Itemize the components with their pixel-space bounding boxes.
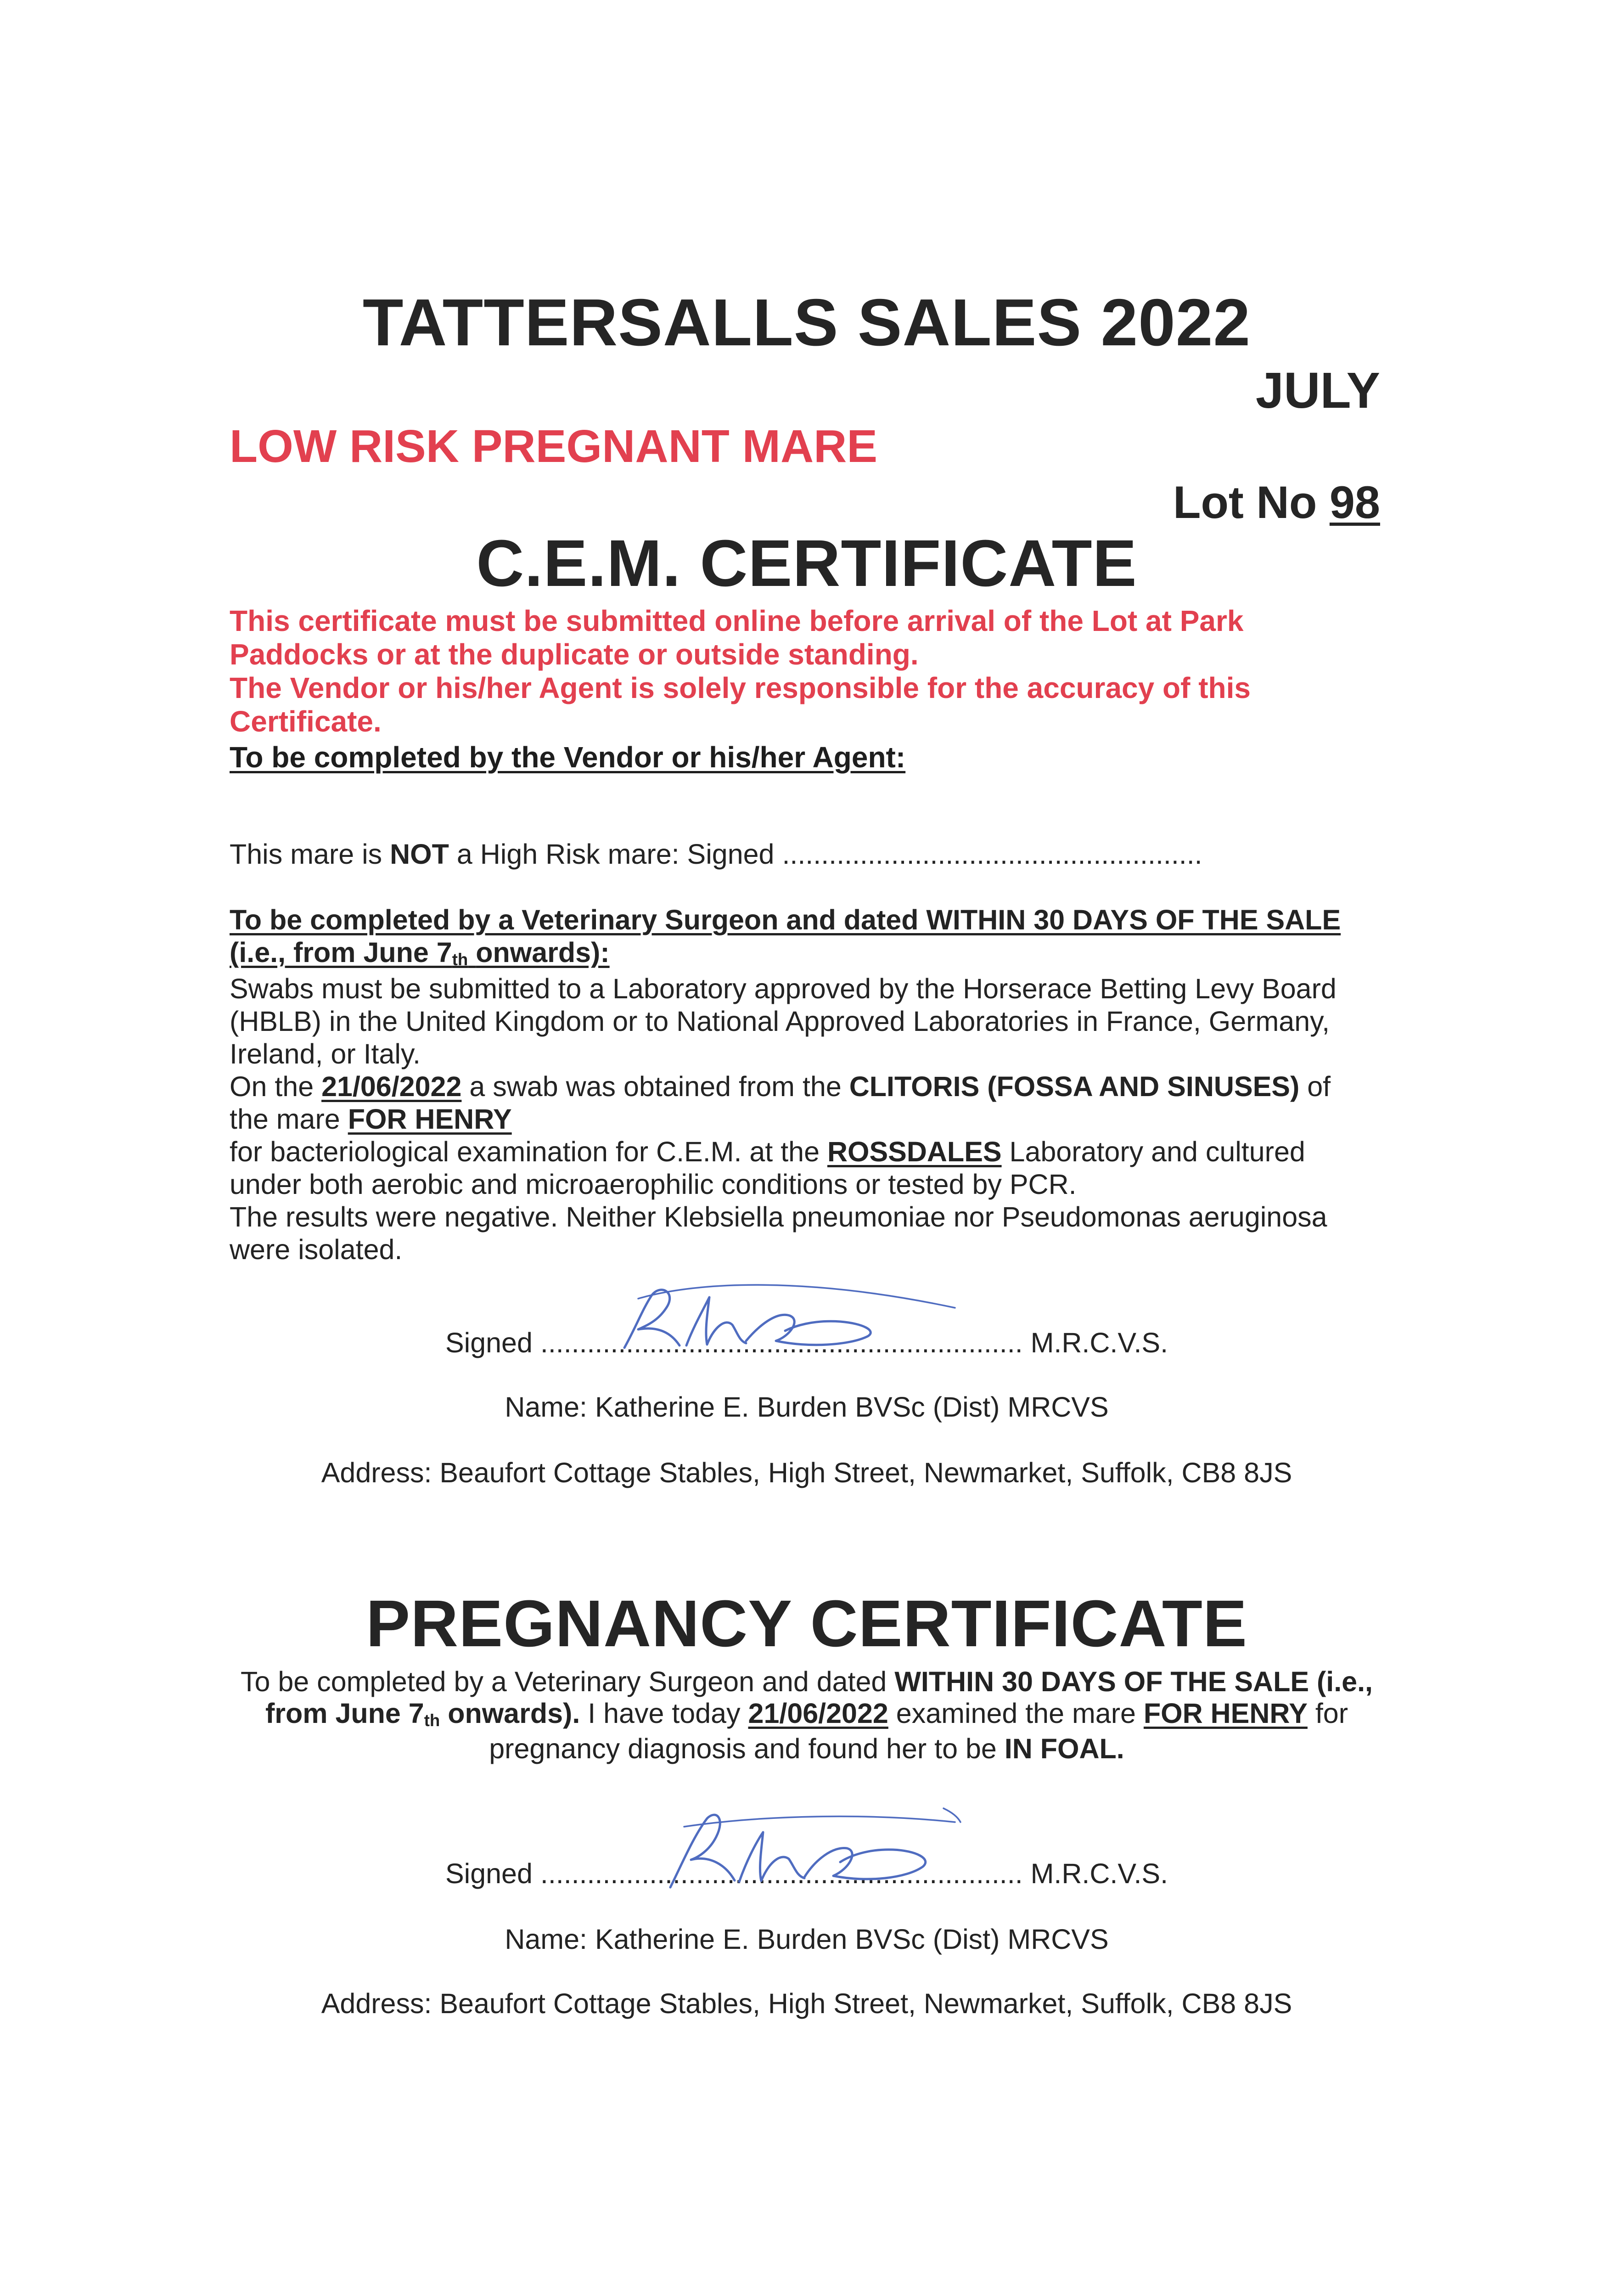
- vet-heading-text: onwards):: [476, 937, 610, 968]
- ordinal-suffix: th: [452, 950, 468, 969]
- cem-certificate-title: C.E.M. CERTIFICATE: [476, 526, 1137, 600]
- lot-label: Lot No: [1173, 477, 1317, 528]
- vet-heading-line: [230, 904, 1341, 936]
- signature-stroke: [686, 1297, 746, 1345]
- notice-line: Paddocks or at the duplicate or outside standing.: [230, 638, 919, 671]
- statement-line: [0, 1733, 1613, 1765]
- statement-bold: from June 7: [265, 1698, 424, 1729]
- statement-line: [0, 1666, 1613, 1698]
- signature-dots: ......................................................: [782, 838, 1202, 870]
- body-text: Laboratory and cultured: [1009, 1136, 1305, 1167]
- pregnancy-result: IN FOAL.: [1004, 1733, 1124, 1764]
- body-line: The results were negative. Neither Klebsiella pneumoniae nor Pseudomonas aeruginosa: [230, 1201, 1327, 1232]
- signature-stroke: [624, 1290, 680, 1348]
- body-text: the mare: [230, 1103, 340, 1135]
- body-line: (HBLB) in the United Kingdom or to National Approved Laboratories in France, Germany,: [230, 1006, 1330, 1037]
- statement-bold: onwards).: [448, 1698, 580, 1729]
- signature-dots: ..............................................................: [540, 1858, 1023, 1889]
- pregnancy-vet-address: Address: Beaufort Cottage Stables, High Street, Newmarket, Suffolk, CB8 8JS: [321, 1988, 1292, 2019]
- laboratory-name: ROSSDALES: [827, 1136, 1002, 1167]
- signature-stroke: [746, 1315, 870, 1345]
- vendor-statement: [230, 838, 1202, 871]
- signature-stroke: [739, 1832, 804, 1882]
- vendor-heading-text: To be completed by the Vendor or his/her Agent:: [230, 741, 906, 774]
- sale-month: JULY: [1255, 362, 1380, 419]
- lot-number: [1173, 477, 1380, 528]
- ordinal-suffix: th: [424, 1711, 440, 1730]
- body-text: of: [1307, 1071, 1331, 1102]
- vet-heading-text: [230, 937, 610, 968]
- statement-text: for: [1315, 1698, 1348, 1729]
- vendor-section-heading: [230, 741, 905, 774]
- qualification: M.R.C.V.S.: [1030, 1327, 1168, 1358]
- signature-stroke: [804, 1848, 926, 1879]
- swab-date: 21/06/2022: [321, 1071, 462, 1102]
- cem-vet-name: Name: Katherine E. Burden BVSc (Dist) MRCVS: [505, 1391, 1109, 1423]
- body-line: [230, 1136, 1341, 1168]
- notice-line: Certificate.: [230, 705, 382, 738]
- body-line: Ireland, or Italy.: [230, 1038, 421, 1069]
- lot-number-value: 98: [1329, 477, 1380, 528]
- cem-vet-signature: [592, 1272, 969, 1364]
- notice-line: The Vendor or his/her Agent is solely responsible for the accuracy of this: [230, 671, 1251, 704]
- pregnancy-vet-name: Name: Katherine E. Burden BVSc (Dist) MRCVS: [505, 1924, 1109, 1955]
- body-line: [230, 1070, 1341, 1103]
- body-line: [230, 1103, 1341, 1136]
- signed-label: Signed: [445, 1327, 533, 1358]
- exam-date: 21/06/2022: [748, 1698, 888, 1729]
- vet-heading-line: [230, 936, 1341, 973]
- statement-bold: WITHIN 30 DAYS OF THE SALE (i.e.,: [894, 1666, 1373, 1697]
- vet-heading-text: To be completed by a Veterinary Surgeon and dated WITHIN 30 DAYS OF THE SALE: [230, 904, 1341, 935]
- sale-title: TATTERSALLS SALES 2022: [362, 285, 1251, 360]
- signature-stroke: [943, 1808, 960, 1822]
- cem-vet-address: Address: Beaufort Cottage Stables, High Street, Newmarket, Suffolk, CB8 8JS: [321, 1457, 1292, 1488]
- statement-text: I have today: [588, 1698, 741, 1729]
- submission-notice: [230, 604, 1251, 738]
- qualification: M.R.C.V.S.: [1030, 1858, 1168, 1889]
- pregnancy-certificate-title: PREGNANCY CERTIFICATE: [366, 1587, 1247, 1660]
- statement-emphasis: NOT: [390, 838, 449, 870]
- signed-label: Signed: [445, 1858, 533, 1889]
- vet-heading-text: (i.e., from June 7: [230, 937, 452, 968]
- notice-line: This certificate must be submitted online before arrival of the Lot at Park: [230, 604, 1244, 637]
- statement-line: [0, 1698, 1613, 1733]
- pregnancy-statement: [0, 1666, 1613, 1765]
- body-line: were isolated.: [230, 1234, 403, 1265]
- statement-text: This mare is: [230, 838, 382, 870]
- body-text: a swab was obtained from the: [469, 1071, 842, 1102]
- mare-category: LOW RISK PREGNANT MARE: [230, 421, 878, 472]
- pregnancy-vet-signature: [657, 1800, 987, 1906]
- body-line: under both aerobic and microaerophilic conditions or tested by PCR.: [230, 1169, 1077, 1200]
- mare-name: FOR HENRY: [348, 1103, 512, 1135]
- body-text: On the: [230, 1071, 314, 1102]
- body-line: Swabs must be submitted to a Laboratory approved by the Horserace Betting Levy Board: [230, 973, 1337, 1004]
- statement-text: examined the mare: [896, 1698, 1136, 1729]
- signature-stroke: [638, 1285, 955, 1308]
- vet-section: [230, 904, 1341, 1266]
- signature-stroke: [670, 1815, 735, 1887]
- statement-text: a High Risk mare: Signed: [456, 838, 775, 870]
- swab-site: CLITORIS (FOSSA AND SINUSES): [849, 1071, 1300, 1102]
- statement-text: To be completed by a Veterinary Surgeon and dated: [241, 1666, 887, 1697]
- signature-dots: ..............................................................: [540, 1327, 1023, 1358]
- mare-name: FOR HENRY: [1143, 1698, 1308, 1729]
- statement-text: pregnancy diagnosis and found her to be: [489, 1733, 997, 1764]
- body-text: for bacteriological examination for C.E.M. at the: [230, 1136, 820, 1167]
- signature-stroke: [684, 1817, 955, 1827]
